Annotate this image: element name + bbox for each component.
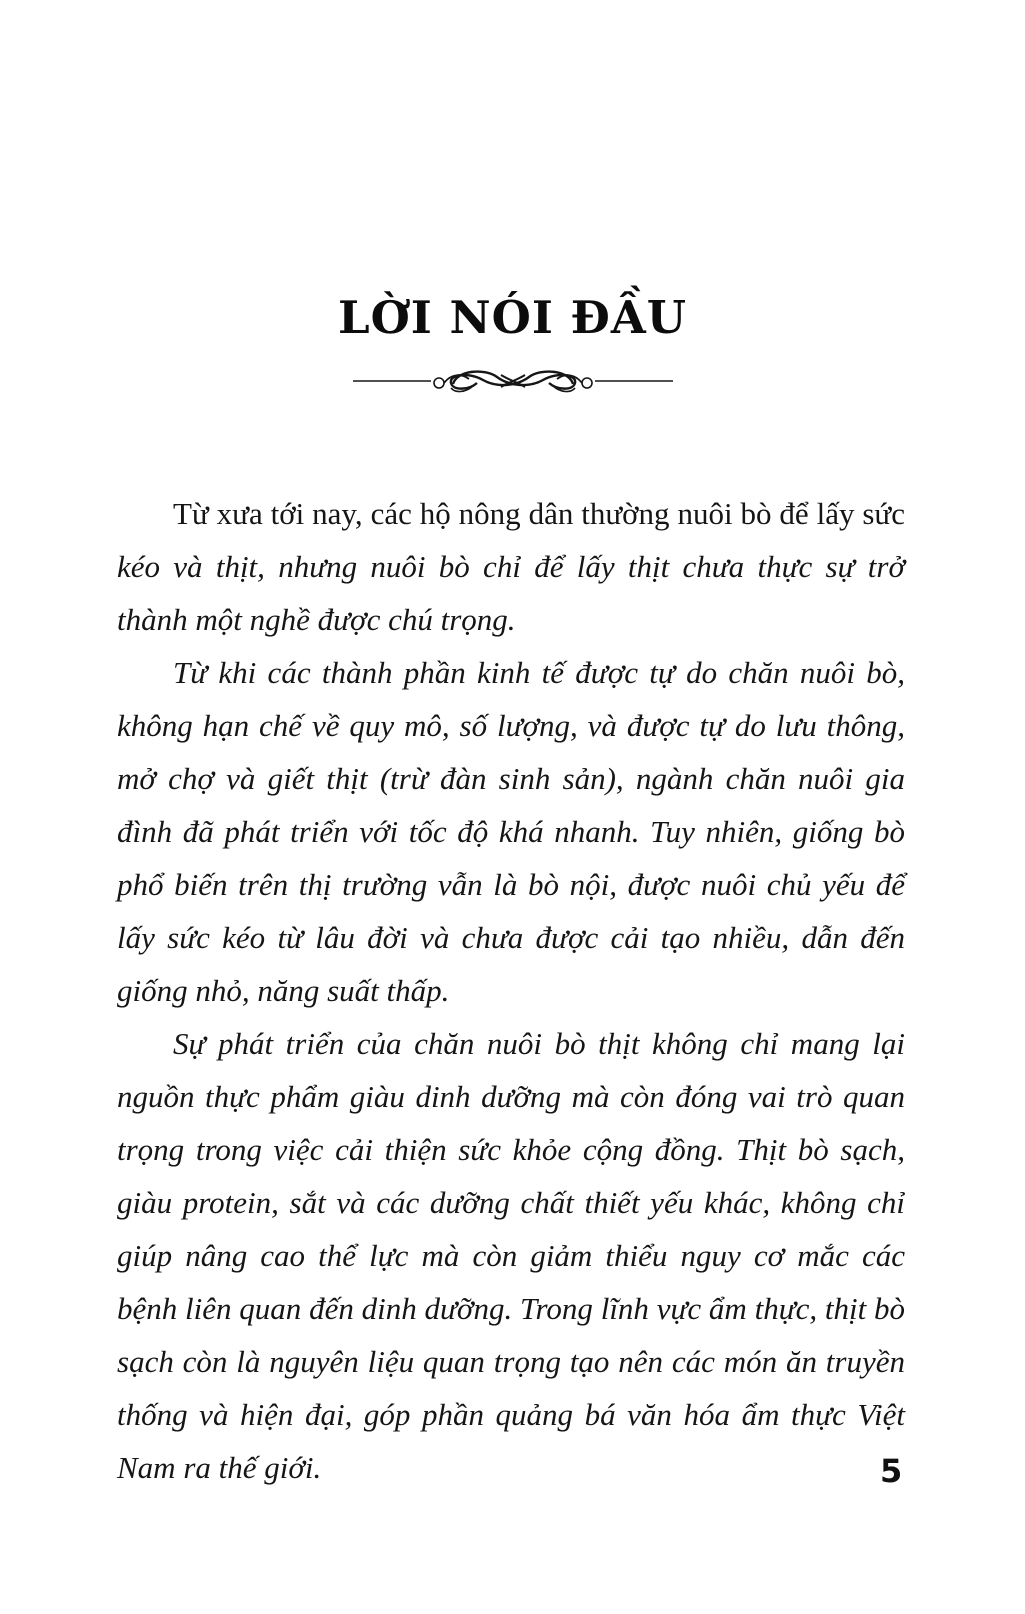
page-number: 5 <box>880 1452 903 1490</box>
preface-body <box>117 487 905 1494</box>
page-title: LỜI NÓI ĐẦU <box>337 291 688 344</box>
paragraph-2: Từ khi các thành phần kinh tế được tự do chăn nuôi bò, không hạn chế về quy mô, số lượng, và được tự do lưu thông, mở chợ và giết thịt (trừ đàn sinh sản), ngành chăn nuôi gia đình đã phát triển với tốc độ khá nhanh. Tuy nhiên, giống bò phổ biến trên thị trường vẫn là bò nội, được nuôi chủ yếu để lấy sức kéo từ lâu đời và chưa được cải tạo nhiều, dẫn đến giống nhỏ, năng suất thấp. <box>117 655 905 1008</box>
paragraph-1: Từ xưa tới nay, các hộ nông dân thường nuôi bò để lấy sức kéo và thịt, nhưng nuôi bò chỉ để lấy thịt chưa thực sự trở thành một nghề được chú trọng. <box>117 496 905 637</box>
title-divider <box>0 366 1025 396</box>
paragraph-3: Sự phát triển của chăn nuôi bò thịt không chỉ mang lại nguồn thực phẩm giàu dinh dưỡng mà còn đóng vai trò quan trọng trong việc cải thiện sức khỏe cộng đồng. Thịt bò sạch, giàu protein, sắt và các dưỡng chất thiết yếu khác, không chỉ giúp nâng cao thể lực mà còn giảm thiểu nguy cơ mắc các bệnh liên quan đến dinh dưỡng. Trong lĩnh vực ẩm thực, thịt bò sạch còn là nguyên liệu quan trọng tạo nên các món ăn truyền thống và hiện đại, góp phần quảng bá văn hóa ẩm thực Việt Nam ra thế giới. <box>117 1026 905 1485</box>
flourish-divider-icon <box>353 366 673 396</box>
